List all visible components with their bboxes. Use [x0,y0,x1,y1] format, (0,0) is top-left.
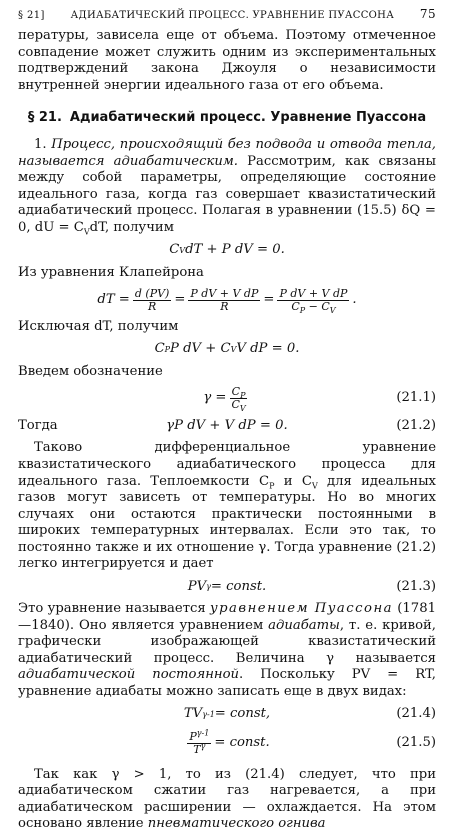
eq-energy-tail: dT + P dV = 0. [185,242,285,258]
term-adiabatic-constant: адиабатической постоянной [18,667,239,683]
paragraph-3-g: . Поскольку PV = RT, уравнение адиабаты можно записать еще в двух видах: [18,667,436,700]
fraction-gamma-den-c: C [231,397,240,411]
equation-number-21-2: (21.2) [396,418,436,434]
eq-excluded-c: C [154,341,165,357]
equation-number-21-1: (21.1) [396,390,436,406]
paragraph-3-c: (1781—1840). Оно является уравнением [18,601,436,633]
term-poisson-equation: уравнением Пуассона [209,601,394,617]
eq-21-3-text: PV [187,578,207,594]
fraction-3-num: P dV + V dP [279,286,348,300]
eq-21-2-text: γP dV + V dP = 0. [166,418,288,434]
fraction-21-5-p-sup: γ-1 [196,728,210,738]
paragraph-1-tail: dT, получим [89,219,174,235]
fraction-2-den: R [220,299,229,313]
equation-energy: C V dT + P dV = 0. [169,242,285,258]
text-excluding: Исключая dT, получим [18,319,179,335]
fraction-21-5-den [191,741,207,757]
fraction-gamma-num-c: C [231,384,241,398]
fraction-3-sub-v: V [329,305,336,315]
eq-21-2-lead: Тогда [18,418,58,434]
equation-21-5 [18,729,436,759]
eq-energy-c: C [169,242,180,258]
running-header [18,6,436,22]
fraction-1-num: d (PV) [134,286,170,300]
paragraph-2-text: Таково дифференциальное уравнение квазистатического адиабатического процесса для идеального газа. Теплоемкости C [18,440,436,489]
fraction-21-5-p: P [189,730,197,744]
equation-21-3: PV γ = const. (21.3) [187,578,436,594]
term-adiabat: адиабаты [268,617,340,633]
definition-adiabatic: Процесс, происходящий без подвода и отвода тепла, называется адиабатическим. [18,136,436,169]
eq-21-4-tail: = const, [214,706,271,722]
fraction-3-den-c: C [291,299,300,313]
eq-gamma-lhs: γ = [203,390,227,406]
equation-21-1 [18,384,436,412]
eq-clapeyron-lhs: dT = [97,291,130,307]
eq-clapeyron-end: . [352,291,357,307]
eq-21-3-tail: = const. [210,578,267,594]
text-introduce: Введем обозначение [18,363,163,379]
paragraph-2 [18,440,436,573]
paragraph-3-e: , т. е. кривой, графически изображающей квазистатический адиабатический процесс. Величина γ называется [18,617,436,666]
paragraph-1 [18,137,436,237]
equation-number-21-4: (21.4) [396,706,436,722]
page-number: 75 [419,7,436,21]
subscript-v: V [83,227,90,237]
equals-sign-2: = [263,291,275,307]
intro-paragraph: пературы, зависела еще от объема. Поэтому отмеченное совпадение может служить одним из экспериментальных подтверждений закона Джоуля о независимости внутренней энергии идеального газа от его объема. [18,28,436,93]
fraction-21-5 [187,728,211,757]
header-section-ref: § 21] [18,10,45,21]
paragraph-1-number: 1. [34,136,47,152]
fraction-gamma-den [229,399,247,411]
equation-21-2 [18,416,436,436]
paragraph-2-mid: и C [274,473,312,489]
fraction-3-den: $C_P - C_V$ [291,299,336,315]
equation-clapeyron [18,285,436,315]
eq-21-5-tail: = const. [214,735,270,751]
fraction-1-den: R [147,299,157,313]
paragraph-3 [18,601,436,701]
paragraph-2-sub-p: P [269,481,275,491]
paragraph-3-a: Это уравнение называется [18,601,210,617]
eq-excluded-text: P dV + C [170,341,231,357]
section-number: § 21. [27,110,62,126]
eq-21-4-text: TV [183,706,203,722]
eq-excluded-tail: V dP = 0. [236,341,300,357]
equation-number-21-3: (21.3) [396,578,436,594]
fraction-21-5-t-sup: γ [200,741,206,751]
term-pneumatic-flint: пневматического огнива [147,816,326,832]
paragraph-2-sub-v: V [311,481,318,491]
fraction-gamma-sub-p: P [240,391,246,400]
equation-excluded: C P P dV + C V V dP = 0. [154,341,300,357]
fraction-3 [277,288,349,313]
fraction-gamma-sub-v: V [239,404,246,413]
fraction-3-sub-p: P [299,305,306,315]
text-clapeyron: Из уравнения Клапейрона [18,264,204,280]
fraction-21-5-t: T [193,743,201,757]
equation-number-21-5: (21.5) [396,735,436,751]
paragraph-4 [18,767,436,833]
fraction-2-num: P dV + V dP [190,286,259,300]
fraction-gamma [229,386,247,411]
equation-21-4: TV γ-1 = const, (21.4) [183,706,436,722]
section-title [18,110,436,127]
fraction-2 [188,288,260,313]
paragraph-2-rest: для идеальных газов могут зависеть от температуры. Но во многих случаях они остаются практически постоянными в широких температурных интервалах. Если это так, то постоянно также и их отношение γ. Тогда уравнение (21.2) легко интегрируется и дает [18,473,436,572]
paragraph-4-a: Так как γ > 1, то из (21.4) следует, что при адиабатическом сжатии газ нагревается, а при адиабатическом расширении — охлаждается. На этом основано явление [18,766,436,832]
equals-sign-1: = [174,291,186,307]
paragraph-1-text: Рассмотрим, как связаны между собой параметры, определяющие состояние идеального газа, когда газ совершает квазистатический адиабатический процесс. Полагая в уравнении (15.5) δQ = 0, dU = C [18,153,436,235]
fraction-1 [133,288,171,313]
section-heading: Адиабатический процесс. Уравнение Пуассона [69,110,427,126]
header-title: АДИАБАТИЧЕСКИЙ ПРОЦЕСС. УРАВНЕНИЕ ПУАССОНА [70,10,395,21]
